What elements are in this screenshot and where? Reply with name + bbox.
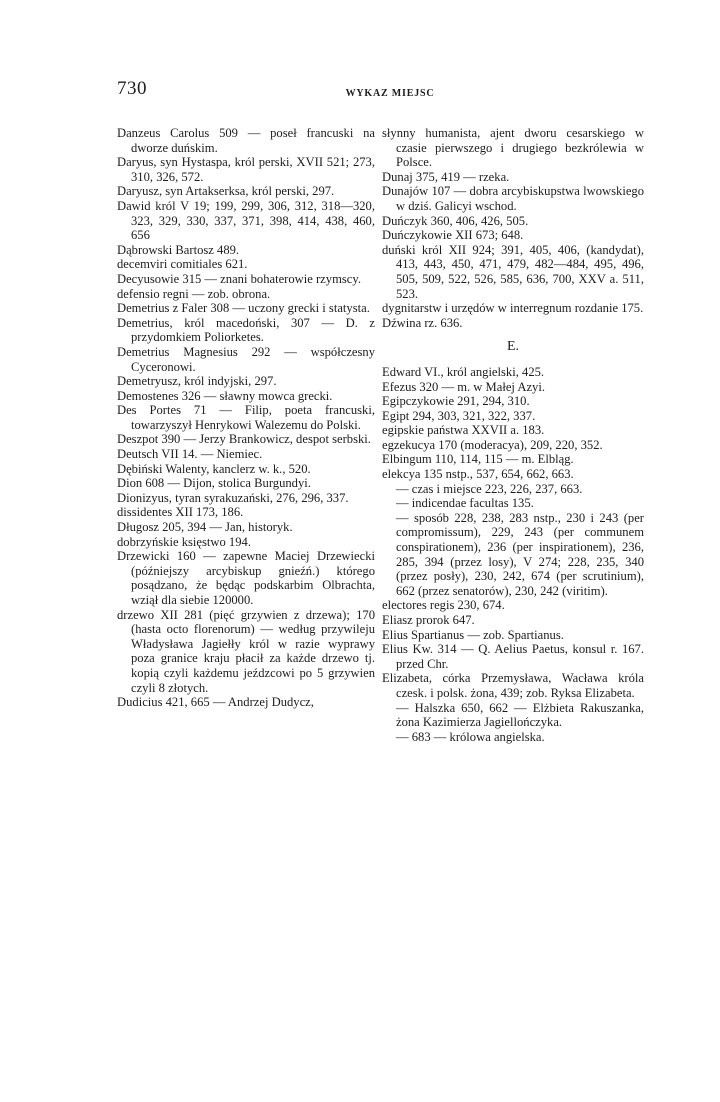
index-entry: Elius Spartianus — zob. Spartianus. — [382, 627, 564, 642]
index-entry: — sposób 228, 238, 283 nstp., 230 i 243 (per compromissum), 229, 243 (per communem conspirationem), 236 (per inspirationem), 236, 285, 394 (przez losy), V 274; 228, 235, 340 (przez posły), 230, 242, 674 (per scrutinium), 662 (przez senatorów), 230, 242 (viritim). — [396, 510, 644, 598]
index-entry: Deutsch VII 14. — Niemiec. — [117, 447, 263, 462]
index-entry: Demetryusz, król indyjski, 297. — [117, 374, 277, 389]
index-entry: Dąbrowski Bartosz 489. — [117, 242, 240, 257]
index-entry: Deszpot 390 — Jerzy Brankowicz, despot serbski. — [117, 432, 371, 447]
right-column-bottom — [382, 365, 644, 744]
index-entry: Edward VI., król angielski, 425. — [382, 364, 545, 379]
index-entry: Dźwina rz. 636. — [382, 315, 463, 330]
index-entry: duński król XII 924; 391, 405, 406, (kandydat), 413, 443, 450, 471, 479, 482—484, 495, 496, 505, 509, 522, 526, 585, 636, 700, XXV a. 511, 523. — [382, 242, 644, 301]
index-entry: Dawid król V 19; 199, 299, 306, 312, 318—320, 323, 329, 330, 337, 371, 398, 414, 438, 460, 656 — [117, 198, 375, 243]
index-entry: Demetrius z Faler 308 — uczony grecki i statysta. — [117, 301, 370, 316]
running-head: WYKAZ MIEJSC — [345, 88, 435, 99]
index-entry: — 683 — królowa angielska. — [396, 729, 545, 744]
index-entry: Egipt 294, 303, 321, 322, 337. — [382, 408, 536, 423]
right-column-top — [382, 126, 644, 330]
index-entry: Długosz 205, 394 — Jan, historyk. — [117, 520, 293, 535]
index-entry: drzewo XII 281 (pięć grzywien z drzewa); 170 (hasta octo florenorum) — według przywileju Władysława Jagiełły król w razie wyprawy poza granice kraju płacił za każde drzewo tj. kopią czyli każdemu jeźdzcowi po 5 grzywien czyli 8 złotych. — [117, 607, 375, 695]
index-entry: defensio regni — zob. obrona. — [117, 286, 271, 301]
page-number: 730 — [117, 78, 147, 99]
index-entry: Dunajów 107 — dobra arcybiskupstwa lwowskiego w dziś. Galicyi wschod. — [382, 184, 644, 213]
index-entry: elekcya 135 nstp., 537, 654, 662, 663. — [382, 467, 574, 482]
index-entry: Demetrius, król macedoński, 307 — D. z przydomkiem Poliorketes. — [117, 315, 375, 345]
index-entry: electores regis 230, 674. — [382, 598, 505, 613]
index-entry: dobrzyńskie księstwo 194. — [117, 534, 251, 549]
index-entry: Efezus 320 — m. w Małej Azyi. — [382, 379, 545, 394]
index-entry: decemviri comitiales 621. — [117, 257, 248, 272]
right-column — [382, 126, 644, 744]
index-entry: dygnitarstw i urzędów w interregnum rozdanie 175. — [382, 301, 644, 316]
index-entry: Elbingum 110, 114, 115 — m. Elbląg. — [382, 452, 574, 467]
index-entry: Daryus, syn Hystaspa, król perski, XVII 521; 273, 310, 326, 572. — [117, 155, 375, 184]
index-entry: Daryusz, syn Artakserksa, król perski, 297. — [117, 184, 335, 199]
index-entry: Duńczykowie XII 673; 648. — [382, 228, 524, 243]
index-entry: Elius Kw. 314 — Q. Aelius Paetus, konsul r. 167. przed Chr. — [382, 642, 644, 671]
index-entry: Des Portes 71 — Filip, poeta francuski, towarzyszył Henrykowi Walezemu do Polski. — [117, 403, 375, 432]
index-entry: — Halszka 650, 662 — Elżbieta Rakuszanka, żona Kazimierza Jagiellończyka. — [396, 700, 644, 730]
index-entry: Elizabeta, córka Przemysława, Wacława króla czesk. i polsk. żona, 439; zob. Ryksa Elizabeta. — [382, 671, 644, 700]
index-entry: Dion 608 — Dijon, stolica Burgundyi. — [117, 476, 311, 491]
index-entry: Demetrius Magnesius 292 — współczesny Cyceronowi. — [117, 344, 375, 374]
index-entry: Eliasz prorok 647. — [382, 613, 475, 627]
index-entry: słynny humanista, ajent dworu cesarskiego w czasie pierwszego i drugiego bezkrólewia w Polsce. — [382, 126, 644, 170]
index-entry: — indicendae facultas 135. — [396, 496, 534, 511]
index-entry: Dębiński Walenty, kanclerz w. k., 520. — [117, 461, 311, 476]
index-entry: Drzewicki 160 — zapewne Maciej Drzewiecki (późniejszy arcybiskup gnieźń.) którego posądzano, że będąc podskarbim Olbrachta, wziął dla siebie 120000. — [117, 549, 375, 607]
section-letter-e: E. — [506, 339, 520, 355]
left-column — [117, 126, 375, 710]
index-entry: Duńczyk 360, 406, 426, 505. — [382, 213, 529, 228]
index-entry: Dionizyus, tyran syrakuzański, 276, 296, 337. — [117, 490, 349, 505]
index-entry: Decyusowie 315 — znani bohaterowie rzymscy. — [117, 271, 361, 286]
index-entry: egipskie państwa XXVII a. 183. — [382, 423, 545, 438]
index-entry: — czas i miejsce 223, 226, 237, 663. — [396, 481, 583, 496]
index-entry: dissidentes XII 173, 186. — [117, 505, 244, 520]
index-entry: egzekucya 170 (moderacya), 209, 220, 352. — [382, 437, 603, 452]
index-entry: Dudicius 421, 665 — Andrzej Dudycz, — [117, 695, 314, 710]
index-entry: Demostenes 326 — sławny mowca grecki. — [117, 388, 333, 403]
index-entry: Egipczykowie 291, 294, 310. — [382, 394, 530, 409]
index-entry: Danzeus Carolus 509 — poseł francuski na dworze duńskim. — [117, 126, 375, 155]
index-entry: Dunaj 375, 419 — rzeka. — [382, 169, 510, 184]
